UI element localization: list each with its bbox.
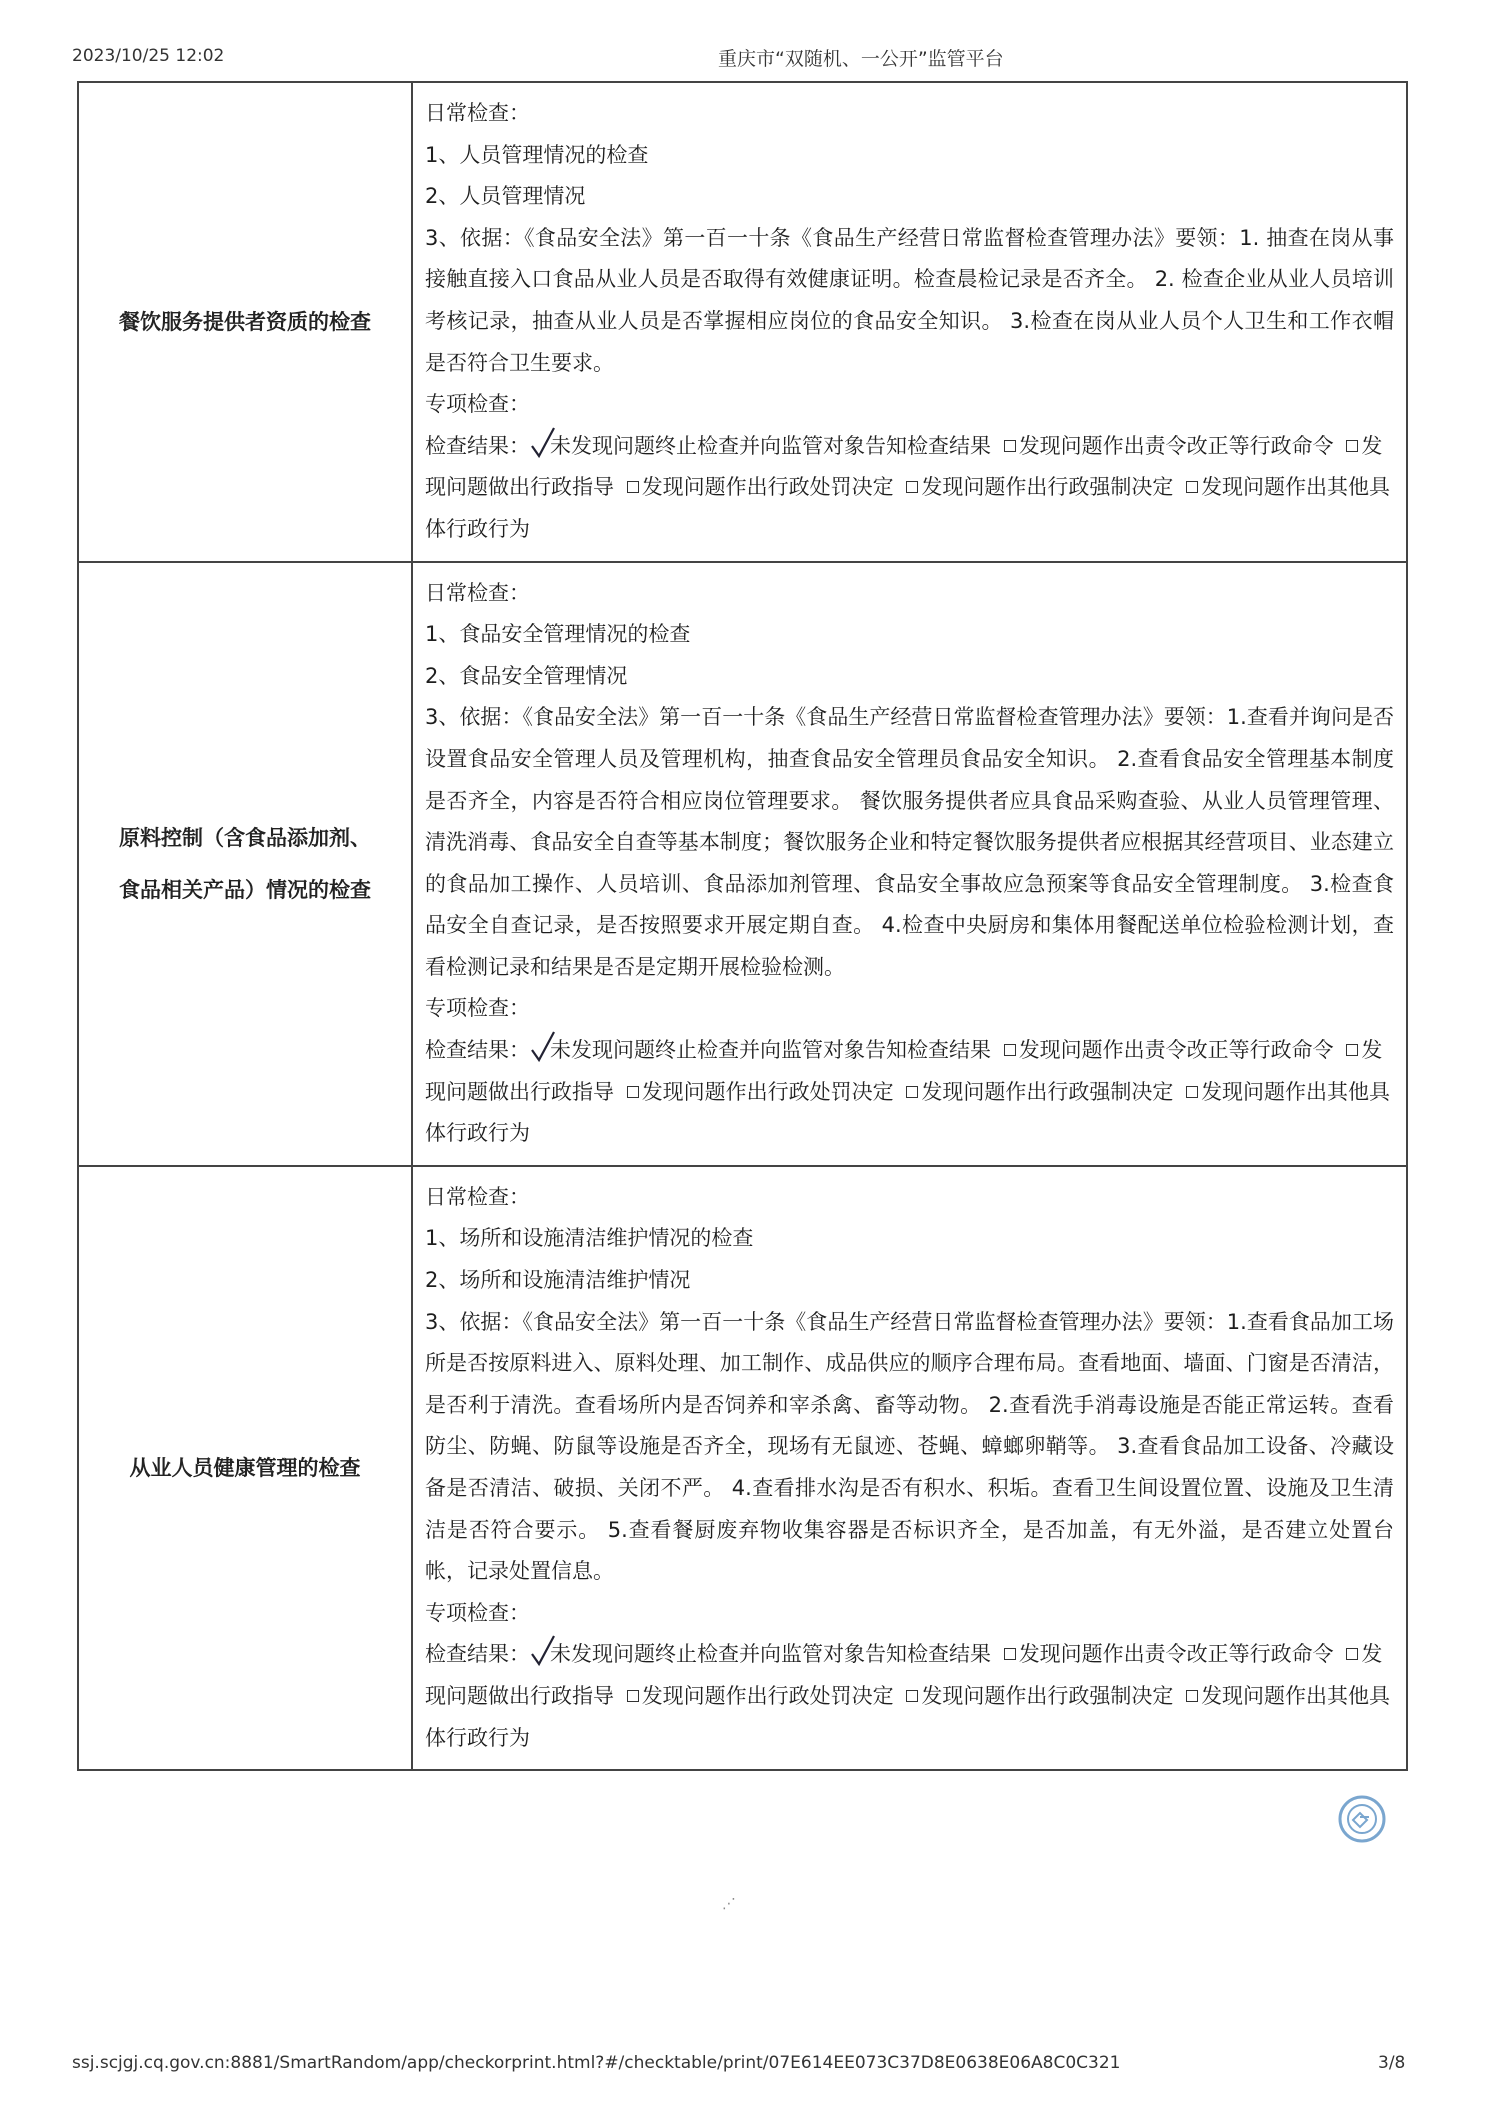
result-option: 发现问题做出行政指导 <box>425 1642 1383 1708</box>
checkbox-icon <box>1186 1086 1198 1098</box>
daily-check-title: 日常检查： <box>425 101 530 125</box>
daily-check-title: 日常检查： <box>425 580 530 605</box>
checkbox-icon <box>627 1690 639 1702</box>
check-item-2: 2、场所和设施清洁维护情况 <box>425 1268 691 1293</box>
result-option: 发现问题作出其他具体行政行为 <box>425 1683 1391 1750</box>
result-option: 发现问题作出责令改正等行政命令 <box>1018 433 1334 458</box>
check-item-1: 1、场所和设施清洁维护情况的检查 <box>425 1226 754 1251</box>
check-basis: 3、依据：《食品安全法》第一百一十条《食品生产经营日常监督检查管理办法》要领：1. 抽查在岗从事接触直接入口食品从业人员是否取得有效健康证明。检查晨检记录是否齐全。 2. 检查企业从业人员培训考核记录，抽查从业人员是否掌握相应岗位的食品安全知识。 3.检查在岗从业人员个人卫生和工作衣帽是否符合卫生要求。 <box>425 225 1394 375</box>
inspection-item-label: 从业人员健康管理的检查 <box>78 1166 412 1770</box>
special-check-title: 专项检查： <box>425 1600 530 1625</box>
checked-checkbox-icon <box>534 1648 548 1662</box>
inspection-content <box>412 1166 1407 1770</box>
result-prefix: 检查结果： <box>425 433 530 458</box>
check-basis: 3、依据：《食品安全法》第一百一十条《食品生产经营日常监督检查管理办法》要领：1.查看并询问是否设置食品安全管理人员及管理机构，抽查食品安全管理员食品安全知识。 2.查看食品安全管理基本制度是否齐全，内容是否符合相应岗位管理要求。 餐饮服务提供者应具食品采购查验、从业人员管理管理、清洗消毒、食品安全自查等基本制度；餐饮服务企业和特定餐饮服务提供者应根据其经营项目、业态建立的食品加工操作、人员培训、食品添加剂管理、食品安全事故应急预案等食品安全管理制度。 3.检查食品安全自查记录，是否按照要求开展定期自查。 4.检查中央厨房和集体用餐配送单位检验检测计划，查看检测记录和结果是否是定期开展检验检测。 <box>425 705 1394 979</box>
scan-speck: ⋰ <box>722 1896 736 1912</box>
checkbox-icon <box>1186 1690 1198 1702</box>
checkbox-icon <box>906 1086 918 1098</box>
check-item-1: 1、食品安全管理情况的检查 <box>425 622 691 647</box>
check-result <box>425 1634 1394 1759</box>
checkbox-icon <box>1186 481 1198 493</box>
result-option-checked: 未发现问题终止检查并向监管对象告知检查结果 <box>550 433 991 458</box>
daily-check-title: 日常检查： <box>425 1184 530 1209</box>
table-row <box>78 82 1407 562</box>
result-prefix: 检查结果： <box>425 1038 530 1063</box>
page-header-title: 重庆市“双随机、一公开”监管平台 <box>718 48 1004 70</box>
checkbox-icon <box>1346 440 1358 452</box>
result-option: 发现问题作出其他具体行政行为 <box>425 475 1391 541</box>
special-check-title: 专项检查： <box>425 996 530 1021</box>
checkbox-icon <box>1004 1044 1016 1056</box>
result-option: 发现问题作出其他具体行政行为 <box>425 1079 1391 1146</box>
checked-checkbox-icon <box>534 1044 548 1058</box>
checkbox-icon <box>627 1086 639 1098</box>
page-url: ssj.scjgj.cq.gov.cn:8881/SmartRandom/app/checkorprint.html?#/checktable/print/07E614EE073C37D8E0638E06A8C0C321 <box>72 2053 1121 2073</box>
result-prefix: 检查结果： <box>425 1642 530 1667</box>
check-item-2: 2、食品安全管理情况 <box>425 663 628 688</box>
check-item-2: 2、人员管理情况 <box>425 184 586 209</box>
result-option: 发现问题作出行政处罚决定 <box>641 1683 894 1708</box>
table-row <box>78 1166 1407 1770</box>
result-option: 发现问题作出行政强制决定 <box>921 1079 1174 1104</box>
inspection-item-label: 原料控制（含食品添加剂、食品相关产品）情况的检查 <box>78 562 412 1166</box>
special-check-title: 专项检查： <box>425 392 530 417</box>
inspection-content <box>412 562 1407 1166</box>
print-datetime: 2023/10/25 12:02 <box>72 46 225 66</box>
result-option: 发现问题作出行政强制决定 <box>921 475 1174 500</box>
checked-checkbox-icon <box>534 440 548 454</box>
inspection-table <box>77 81 1408 1771</box>
inspection-item-label: 餐饮服务提供者资质的检查 <box>78 82 412 562</box>
checkbox-icon <box>627 481 639 493</box>
result-option: 发现问题作出责令改正等行政命令 <box>1018 1038 1334 1063</box>
result-option: 发现问题作出行政处罚决定 <box>641 475 894 500</box>
check-item-1: 1、人员管理情况的检查 <box>425 142 649 167</box>
check-result <box>425 426 1394 551</box>
check-basis: 3、依据：《食品安全法》第一百一十条《食品生产经营日常监督检查管理办法》要领：1.查看食品加工场所是否按原料进入、原料处理、加工制作、成品供应的顺序合理布局。查看地面、墙面、门窗是否清洁，是否利于清洗。查看场所内是否饲养和宰杀禽、畜等动物。 2.查看洗手消毒设施是否能正常运转。查看防尘、防蝇、防鼠等设施是否齐全，现场有无鼠迹、苍蝇、蟑螂卵鞘等。 3.查看食品加工设备、冷藏设备是否清洁、破损、关闭不严。 4.查看排水沟是否有积水、积垢。查看卫生间设置位置、设施及卫生清洁是否符合要示。 5.查看餐厨废弃物收集容器是否标识齐全，是否加盖，有无外溢，是否建立处置台帐，记录处置信息。 <box>425 1309 1394 1584</box>
result-option: 发现问题作出行政处罚决定 <box>641 1079 894 1104</box>
result-option: 发现问题做出行政指导 <box>425 1038 1383 1104</box>
result-option: 发现问题作出行政强制决定 <box>921 1683 1174 1708</box>
checkbox-icon <box>906 481 918 493</box>
checkbox-icon <box>1004 440 1016 452</box>
result-option-checked: 未发现问题终止检查并向监管对象告知检查结果 <box>550 1642 991 1667</box>
check-result <box>425 1030 1394 1155</box>
checkbox-icon <box>1004 1648 1016 1660</box>
result-option: 发现问题做出行政指导 <box>425 433 1383 500</box>
result-option-checked: 未发现问题终止检查并向监管对象告知检查结果 <box>550 1038 991 1063</box>
checkbox-icon <box>906 1690 918 1702</box>
checkbox-icon <box>1346 1648 1358 1660</box>
table-row <box>78 562 1407 1166</box>
platform-seal-icon <box>1336 1793 1388 1845</box>
checkbox-icon <box>1346 1044 1358 1056</box>
result-option: 发现问题作出责令改正等行政命令 <box>1018 1642 1334 1667</box>
page-number: 3/8 <box>1378 2053 1406 2073</box>
inspection-content <box>412 82 1407 562</box>
